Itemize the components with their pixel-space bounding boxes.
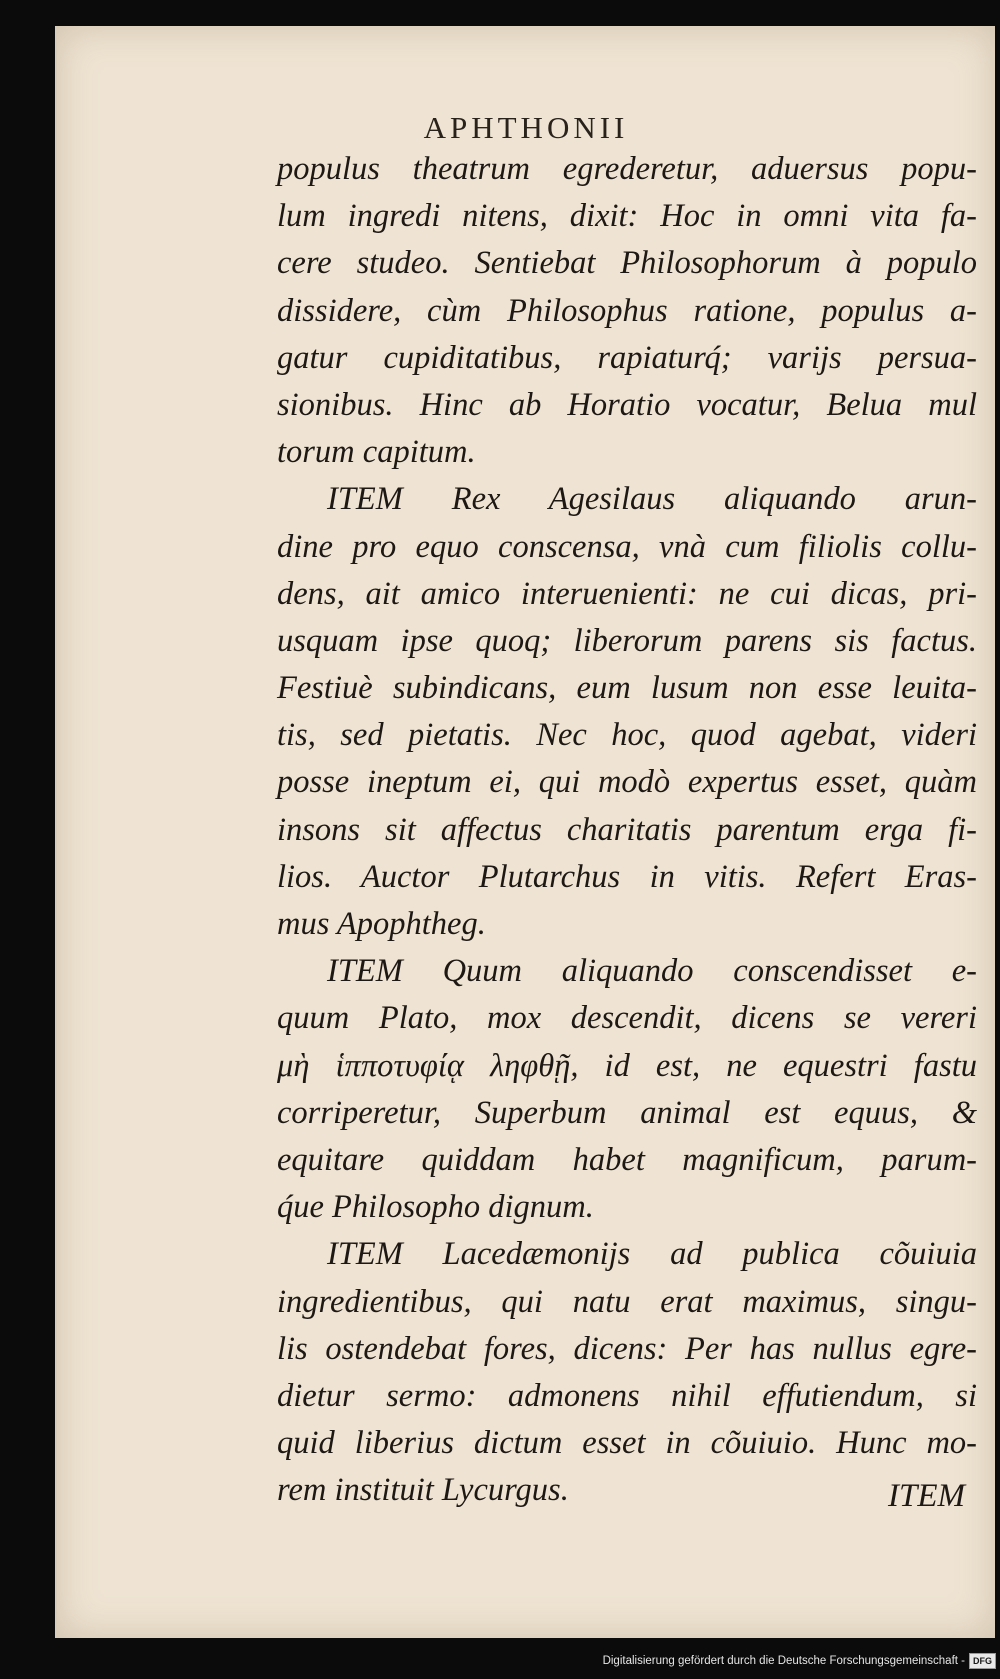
text-line: equitare quiddam habet magnificum, parum-	[277, 1141, 977, 1178]
text-line: cere studeo. Sentiebat Philosophorum à populo	[277, 245, 977, 282]
paragraph-start: ITEM Lacedæmonijs ad publica cõuiuia	[327, 1236, 977, 1273]
text-line: sionibus. Hinc ab Horatio vocatur, Belua mul	[277, 386, 977, 423]
text-line: corriperetur, Superbum animal est equus, &	[277, 1094, 977, 1131]
text-line: lis ostendebat fores, dicens: Per has nullus egre-	[277, 1330, 977, 1367]
text-line: mus Apophtheg.	[277, 906, 486, 942]
text-line: populus theatrum egrederetur, aduersus popu-	[277, 151, 977, 187]
text-line: insons sit affectus charitatis parentum erga fi-	[277, 811, 977, 848]
credit-text: Digitalisierung gefördert durch die Deutsche Forschungsgemeinschaft -	[602, 1655, 965, 1667]
text-line: dine pro equo conscensa, vnà cum filiolis collu-	[277, 528, 977, 565]
running-head: APHTHONII	[423, 110, 629, 145]
text-line: Festiuè subindicans, eum lusum non esse leuita-	[277, 670, 977, 707]
text-line: quid liberius dictum esset in cõuiuio. Hunc mo-	[277, 1425, 977, 1462]
digitization-credit	[603, 1649, 996, 1673]
text-line: lios. Auctor Plutarchus in vitis. Refert Eras-	[277, 858, 977, 895]
text-line: ingredientibus, qui natu erat maximus, singu-	[277, 1283, 977, 1320]
book-page	[55, 26, 995, 1638]
greek-text-line: μὴ ἱπποτυφίᾳ ληφθῇ, id est, ne equestri fastu	[277, 1047, 977, 1084]
paragraph-start: ITEM Rex Agesilaus aliquando arun-	[327, 481, 977, 518]
text-line: usquam ipse quoq; liberorum parens sis factus.	[277, 622, 977, 659]
text-line: torum capitum.	[277, 434, 476, 471]
text-line: posse ineptum ei, qui modò expertus esset, quàm	[277, 764, 977, 801]
text-line: dens, ait amico interuenienti: ne cui dicas, pri-	[277, 575, 977, 612]
text-line: gatur cupiditatibus, rapiaturq́; varijs persua-	[277, 339, 977, 376]
catchword: ITEM	[888, 1478, 965, 1514]
dfg-logo: DFG	[969, 1653, 996, 1669]
text-line: dietur sermo: admonens nihil effutiendum, si	[277, 1377, 977, 1414]
text-line: dissidere, cùm Philosophus ratione, populus a-	[277, 292, 977, 329]
body-text	[277, 146, 977, 1514]
text-line: lum ingredi nitens, dixit: Hoc in omni vita fa-	[277, 198, 977, 235]
text-line: q́ue Philosopho dignum.	[277, 1189, 594, 1226]
text-line: tis, sed pietatis. Nec hoc, quod agebat, videri	[277, 717, 977, 754]
text-line: quum Plato, mox descendit, dicens se vereri	[277, 1000, 977, 1037]
paragraph-start: ITEM Quum aliquando conscendisset e-	[327, 953, 977, 990]
text-line: rem instituit Lycurgus.	[277, 1472, 569, 1509]
